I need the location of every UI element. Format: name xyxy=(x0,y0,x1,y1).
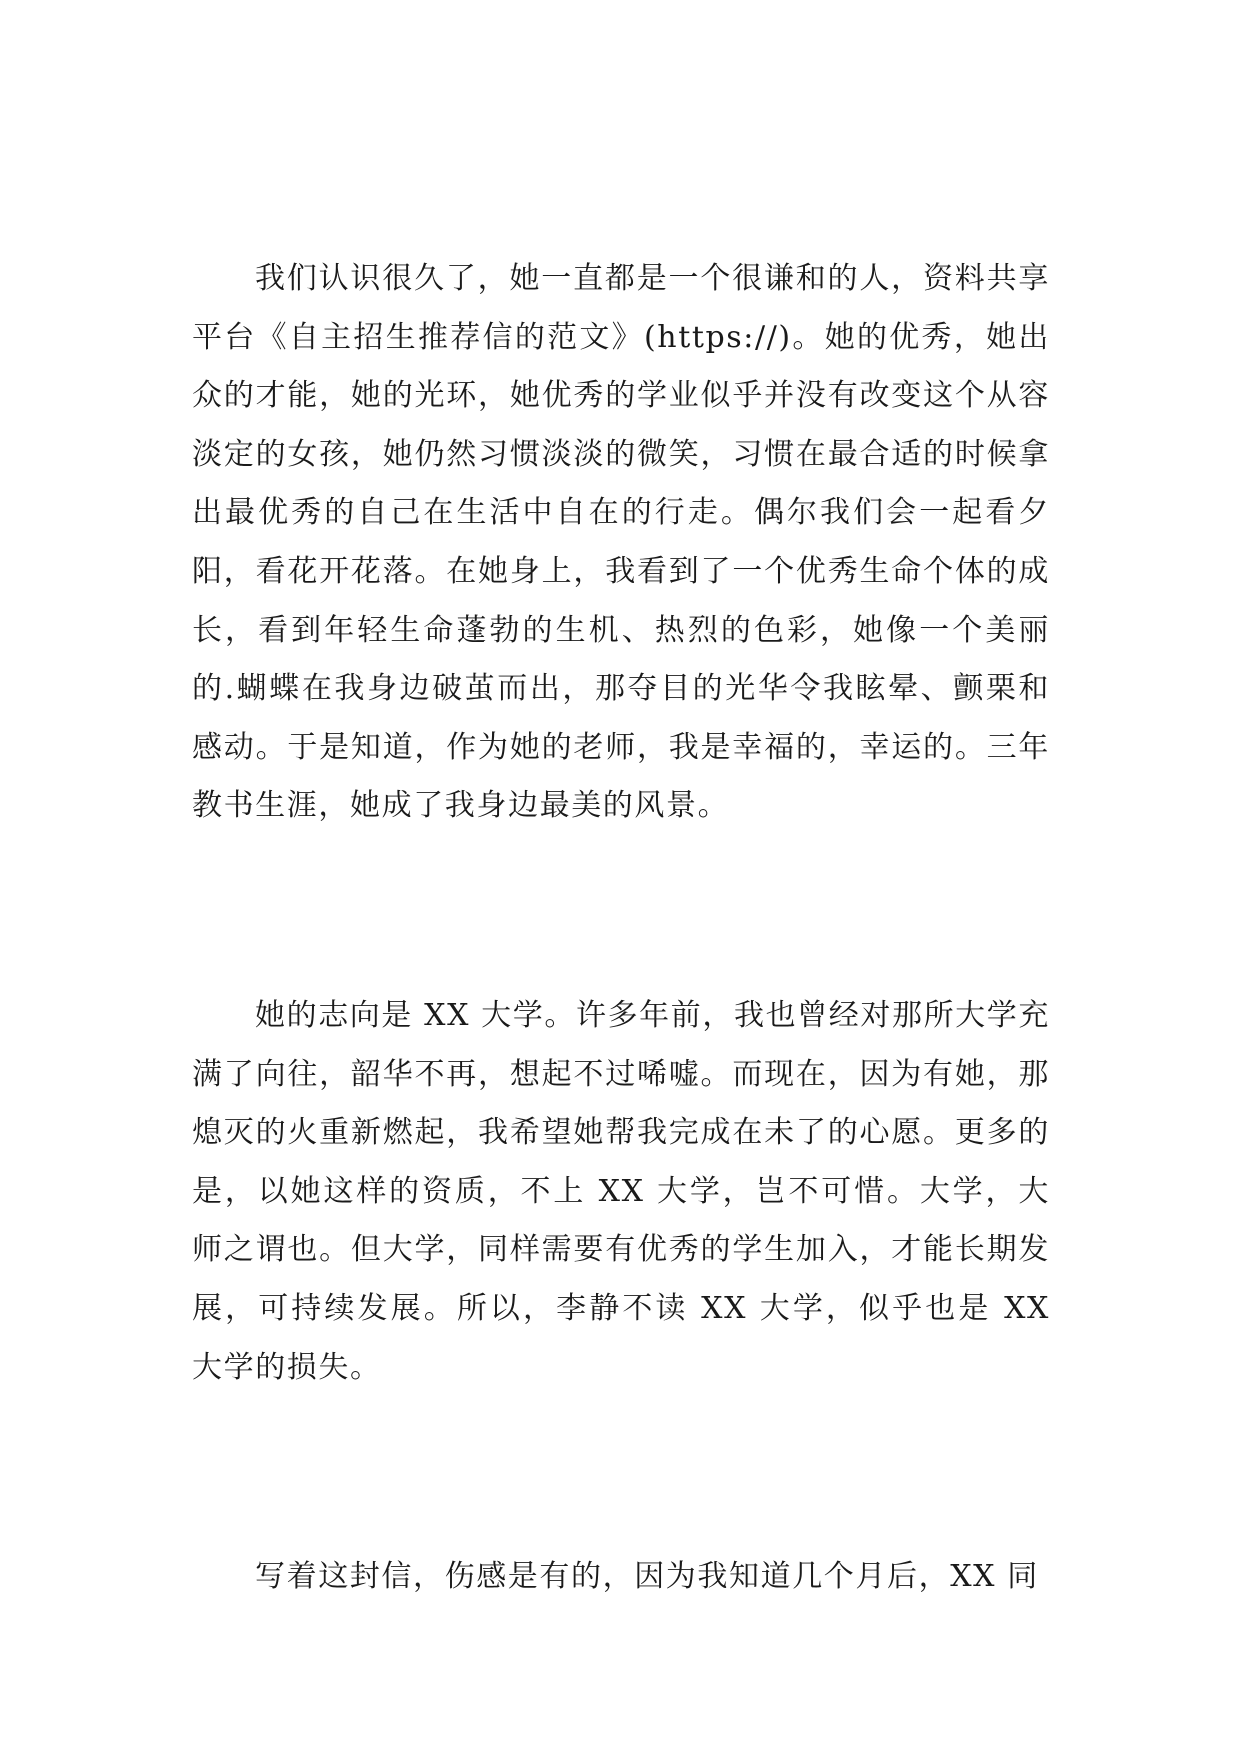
paragraph-3: 写着这封信，伤感是有的，因为我知道几个月后，XX 同 xyxy=(255,1559,1039,1595)
paragraph-1: 我们认识很久了，她一直都是一个很谦和的人，资料共享平台《自主招生推荐信的范文》(https://)。她的优秀，她出众的才能，她的光环，她优秀的学业似乎并没有改变这个从容淡定的女孩，她仍然习惯淡淡的微笑，习惯在最合适的时候拿出最优秀的自己在生活中自在的行走。偶尔我们会一起看夕阳，看花开花落。在她身上，我看到了一个优秀生命个体的成长，看到年轻生命蓬勃的生机、热烈的色彩，她像一个美丽的.蝴蝶在我身边破茧而出，那夺目的光华令我眩晕、颤栗和感动。于是知道，作为她的老师，我是幸福的，幸运的。三年教书生涯，她成了我身边最美的风景。 xyxy=(192,261,1050,824)
letter-body xyxy=(192,250,1050,1607)
paragraph-2: 她的志向是 XX 大学。许多年前，我也曾经对那所大学充满了向往，韶华不再，想起不过唏嘘。而现在，因为有她，那熄灭的火重新燃起，我希望她帮我完成在未了的心愿。更多的是，以她这样的资质，不上 XX 大学，岂不可惜。大学，大师之谓也。但大学，同样需要有优秀的学生加入，才能长期发展，可持续发展。所以，李静不读 XX 大学，似乎也是 XX 大学的损失。 xyxy=(192,997,1050,1385)
